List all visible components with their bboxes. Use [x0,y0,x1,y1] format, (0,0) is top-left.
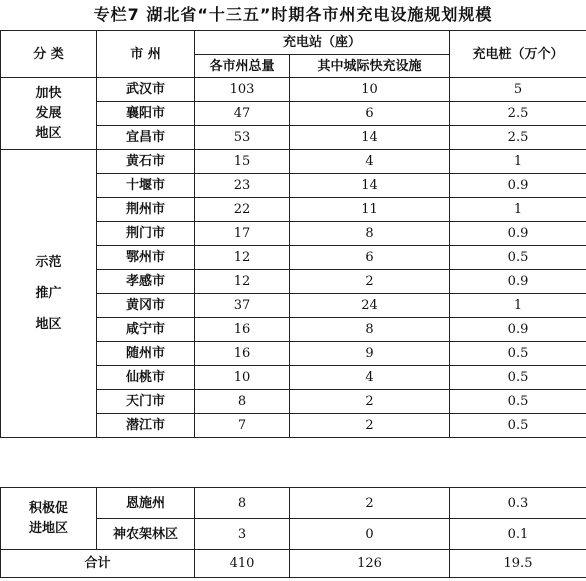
city-name: 荆州市 [97,198,195,222]
station-total: 16 [195,342,290,366]
category-demonstration: 示范 推广 地区 [1,150,97,438]
pile-count: 0.5 [450,366,586,390]
station-intercity: 4 [290,150,450,174]
station-total: 23 [195,174,290,198]
city-name: 宜昌市 [97,126,195,150]
city-name: 恩施州 [97,488,195,519]
city-name: 武汉市 [97,78,195,102]
pile-count: 2.5 [450,126,586,150]
station-intercity: 10 [290,78,450,102]
city-name: 黄石市 [97,150,195,174]
city-name: 襄阳市 [97,102,195,126]
pile-count: 0.1 [450,519,586,550]
station-total: 16 [195,318,290,342]
station-intercity: 2 [290,414,450,438]
total-piles: 19.5 [450,550,586,578]
city-name: 咸宁市 [97,318,195,342]
pile-count: 5 [450,78,586,102]
total-label: 合计 [1,550,195,578]
pile-count: 0.3 [450,488,586,519]
pile-count: 0.5 [450,342,586,366]
header-category: 分 类 [1,31,97,78]
station-total: 8 [195,390,290,414]
station-intercity: 0 [290,519,450,550]
header-stations: 充电站（座） [195,31,450,55]
pile-count: 0.9 [450,174,586,198]
city-name: 十堰市 [97,174,195,198]
station-total: 15 [195,150,290,174]
station-total: 22 [195,198,290,222]
station-intercity: 2 [290,488,450,519]
station-total: 103 [195,78,290,102]
pile-count: 1 [450,294,586,318]
station-intercity: 14 [290,174,450,198]
pile-count: 0.9 [450,318,586,342]
charging-plan-table [0,30,586,438]
total-intercity: 126 [290,550,450,578]
category-accelerated: 加快 发展 地区 [1,78,97,150]
header-stations-intercity: 其中城际快充设施 [290,55,450,78]
station-intercity: 8 [290,318,450,342]
charging-plan-table-continued [0,487,586,578]
station-total: 10 [195,366,290,390]
city-name: 随州市 [97,342,195,366]
station-total: 47 [195,102,290,126]
table-title: 专栏7 湖北省“十三五”时期各市州充电设施规划规模 [93,5,493,24]
header-stations-total: 各市州总量 [195,55,290,78]
pile-count: 0.9 [450,270,586,294]
city-name: 仙桃市 [97,366,195,390]
total-stations: 410 [195,550,290,578]
pile-count: 1 [450,198,586,222]
station-intercity: 2 [290,390,450,414]
station-total: 17 [195,222,290,246]
station-total: 37 [195,294,290,318]
pile-count: 0.5 [450,246,586,270]
station-intercity: 11 [290,198,450,222]
city-name: 鄂州市 [97,246,195,270]
station-intercity: 24 [290,294,450,318]
city-name: 天门市 [97,390,195,414]
station-intercity: 14 [290,126,450,150]
station-total: 12 [195,246,290,270]
station-total: 3 [195,519,290,550]
header-piles: 充电桩（万个） [450,31,586,78]
station-intercity: 8 [290,222,450,246]
station-intercity: 9 [290,342,450,366]
pile-count: 2.5 [450,102,586,126]
station-intercity: 2 [290,270,450,294]
city-name: 孝感市 [97,270,195,294]
station-total: 8 [195,488,290,519]
station-total: 7 [195,414,290,438]
pile-count: 0.5 [450,414,586,438]
pile-count: 0.5 [450,390,586,414]
pile-count: 1 [450,150,586,174]
station-intercity: 6 [290,246,450,270]
city-name: 潜江市 [97,414,195,438]
station-total: 53 [195,126,290,150]
station-intercity: 6 [290,102,450,126]
city-name: 神农架林区 [97,519,195,550]
city-name: 黄冈市 [97,294,195,318]
station-intercity: 4 [290,366,450,390]
station-total: 12 [195,270,290,294]
pile-count: 0.9 [450,222,586,246]
city-name: 荆门市 [97,222,195,246]
header-city: 市 州 [97,31,195,78]
category-active-promotion: 积极促 进地区 [1,488,97,550]
